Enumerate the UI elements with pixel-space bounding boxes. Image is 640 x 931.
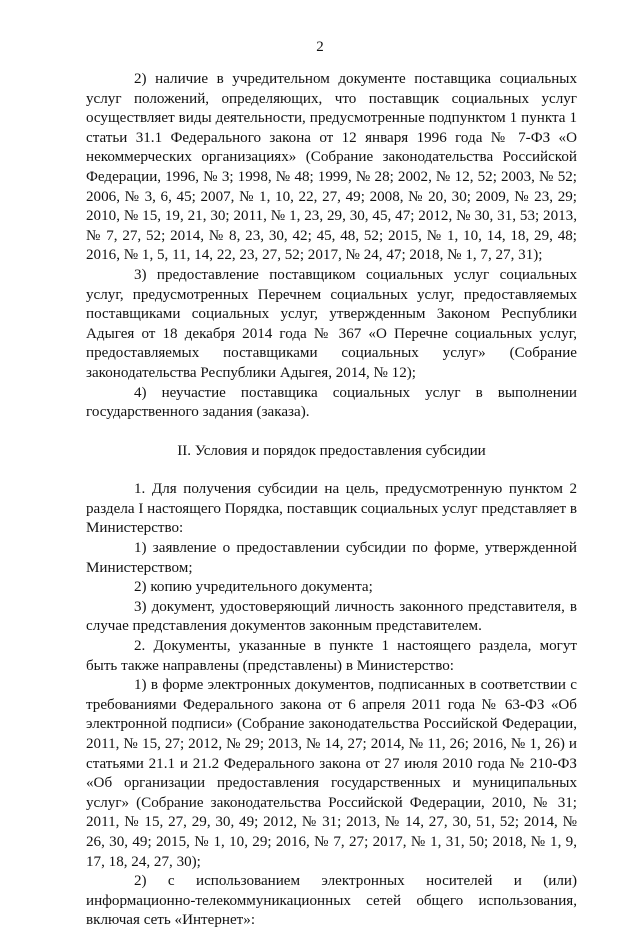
- paragraph-clause-2: 2. Документы, указанные в пункте 1 настоящего раздела, могут быть также направлены (представлены) в Министерство:: [86, 638, 577, 674]
- page-number: 2: [316, 39, 324, 55]
- paragraph-subitem-1: 1) заявление о предоставлении субсидии по форме, утвержденной Министерством;: [86, 540, 577, 576]
- section-heading: II. Условия и порядок предоставления субсидии: [177, 442, 486, 459]
- paragraph-clause-2-subitem-1: 1) в форме электронных документов, подписанных в соответствии с требованиями Федерального закона от 6 апреля 2011 года № 63-ФЗ «Об электронной подписи» (Собрание законодательства Российской Федерации, 2011, № 15, 27; 2012, № 29; 2013, № 14, 27; 2014, № 11, 26; 2016, № 1, 26) и статьями 21.1 и 21.2 Федерального закона от 27 июля 2010 года № 210-ФЗ «Об организации предоставления государственных и муниципальных услуг» (Собрание законодательства Российской Федерации, 2010, № 31; 2011, № 15, 27, 29, 30, 49; 2012, № 31; 2013, № 14, 27, 30, 51, 52; 2014, № 26, 30, 49; 2015, № 1, 10, 29; 2016, № 7, 27; 2017, № 1, 31, 50; 2018, № 1, 9, 17, 18, 24, 27, 30);: [86, 677, 577, 870]
- paragraph-clause-2-subitem-2: 2) с использованием электронных носителей и (или) информационно-телекоммуникационных сетей общего использования, включая сеть «Интернет»:: [86, 873, 577, 929]
- paragraph-item-3: 3) предоставление поставщиком социальных услуг социальных услуг, предусмотренных Перечнем социальных услуг, предоставляемых поставщиками социальных услуг, утвержденным Законом Республики Адыгея от 18 декабря 2014 года № 367 «О Перечне социальных услуг, предоставляемых поставщиками социальных услуг» (Собрание законодательства Республики Адыгея, 2014, № 12);: [86, 266, 577, 381]
- paragraph-item-2: 2) наличие в учредительном документе поставщика социальных услуг положений, определяющих, что поставщик социальных услуг осуществляет виды деятельности, предусмотренные подпунктом 1 пункта 1 статьи 31.1 Федерального закона от 12 января 1996 года № 7-ФЗ «О некоммерческих организациях» (Собрание законодательства Российской Федерации, 1996, № 3; 1998, № 48; 1999, № 28; 2002, № 12, 52; 2003, № 52; 2006, № 3, 6, 45; 2007, № 1, 10, 22, 27, 49; 2008, № 20, 30; 2009, № 23, 29; 2010, № 15, 19, 21, 30; 2011, № 1, 23, 29, 30, 45, 47; 2012, № 30, 31, 53; 2013, № 7, 27, 52; 2014, № 8, 23, 30, 42; 45, 48, 52; 2015, № 1, 10, 14, 18, 29, 48; 2016, № 1, 5, 11, 14, 22, 23, 27, 52; 2017, № 24, 47; 2018, № 1, 7, 27, 31);: [86, 71, 577, 264]
- paragraph-item-4: 4) неучастие поставщика социальных услуг в выполнении государственного задания (заказа).: [86, 384, 577, 421]
- paragraph-clause-1: 1. Для получения субсидии на цель, предусмотренную пунктом 2 раздела I настоящего Порядка, поставщик социальных услуг представляет в Министерство:: [86, 481, 577, 537]
- paragraph-subitem-3: 3) документ, удостоверяющий личность законного представителя, в случае представления документов законным представителем.: [86, 598, 577, 635]
- paragraph-subitem-2: 2) копию учредительного документа;: [134, 579, 373, 596]
- document-body: [86, 70, 577, 931]
